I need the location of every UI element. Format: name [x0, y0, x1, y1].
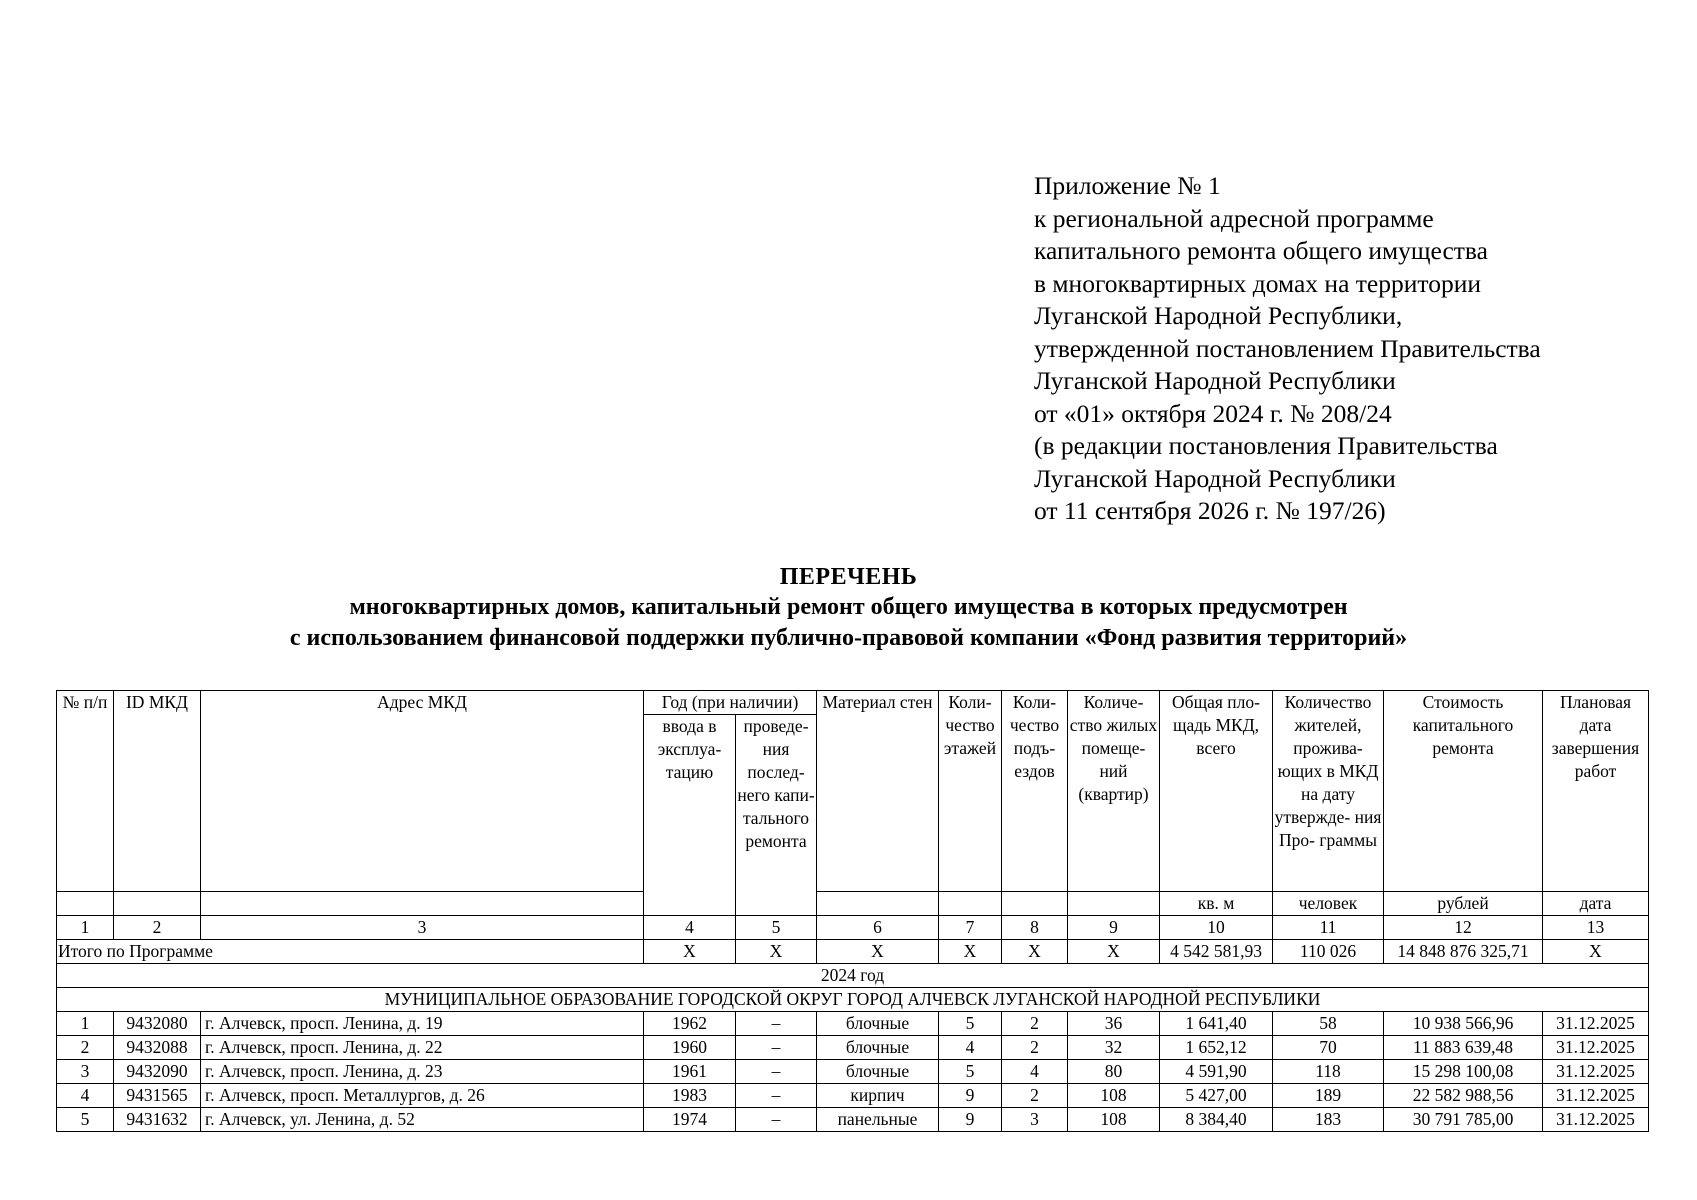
cell-id: 9431565	[114, 1084, 201, 1108]
cell-id: 9432088	[114, 1036, 201, 1060]
cell-last-repair: –	[736, 1060, 817, 1084]
cell-area: 1 641,40	[1160, 1012, 1273, 1036]
column-number: 4	[644, 916, 736, 940]
appendix-line: Приложение № 1	[1034, 171, 1221, 200]
table-row	[57, 1108, 1649, 1132]
cell-address: г. Алчевск, просп. Металлургов, д. 26	[201, 1084, 644, 1108]
cell-cost: 22 582 988,56	[1384, 1084, 1543, 1108]
column-number: 3	[201, 916, 644, 940]
total-x: X	[644, 940, 736, 964]
header-address: Адрес МКД	[201, 691, 644, 892]
cell-year: 1961	[644, 1060, 736, 1084]
cell-cost: 15 298 100,08	[1384, 1060, 1543, 1084]
column-number: 11	[1273, 916, 1384, 940]
cell-last-repair: –	[736, 1012, 817, 1036]
header-year-group: Год (при наличии)	[644, 691, 817, 715]
total-x: X	[1068, 940, 1160, 964]
column-number: 12	[1384, 916, 1543, 940]
column-number-row	[57, 916, 1649, 940]
cell-area: 8 384,40	[1160, 1108, 1273, 1132]
cell-apartments: 108	[1068, 1108, 1160, 1132]
municipality-row	[57, 988, 1649, 1012]
cell-num: 1	[57, 1012, 114, 1036]
header-row-1	[57, 691, 1649, 715]
appendix-line: капитального ремонта общего имущества	[1034, 236, 1488, 265]
cell-floors: 5	[939, 1012, 1002, 1036]
cell-num: 5	[57, 1108, 114, 1132]
cell-date: 31.12.2025	[1543, 1108, 1649, 1132]
cell-entrances: 2	[1002, 1084, 1068, 1108]
title-line-1: многоквартирных домов, капитальный ремонт общего имущества в которых предусмотрен	[349, 594, 1348, 620]
cell-num: 3	[57, 1060, 114, 1084]
unit-residents: человек	[1273, 892, 1384, 916]
cell-material: панельные	[817, 1108, 939, 1132]
cell-date: 31.12.2025	[1543, 1036, 1649, 1060]
cell-address: г. Алчевск, ул. Ленина, д. 52	[201, 1108, 644, 1132]
cell-area: 5 427,00	[1160, 1084, 1273, 1108]
header-num: № п/п	[57, 691, 114, 892]
cell-floors: 5	[939, 1060, 1002, 1084]
cell-floors: 9	[939, 1084, 1002, 1108]
cell-entrances: 3	[1002, 1108, 1068, 1132]
column-number: 9	[1068, 916, 1160, 940]
header-planned-date: Плановая дата завершения работ	[1543, 691, 1649, 892]
total-x: X	[736, 940, 817, 964]
cell-residents: 58	[1273, 1012, 1384, 1036]
header-area: Общая пло- щадь МКД, всего	[1160, 691, 1273, 892]
appendix-note	[1034, 170, 1541, 528]
unit-area: кв. м	[1160, 892, 1273, 916]
total-x: X	[1002, 940, 1068, 964]
year-section-row	[57, 964, 1649, 988]
cell-num: 4	[57, 1084, 114, 1108]
total-row	[57, 940, 1649, 964]
cell-cost: 11 883 639,48	[1384, 1036, 1543, 1060]
cell-residents: 118	[1273, 1060, 1384, 1084]
column-number: 6	[817, 916, 939, 940]
cell-residents: 183	[1273, 1108, 1384, 1132]
cell-id: 9431632	[114, 1108, 201, 1132]
cell-id: 9432080	[114, 1012, 201, 1036]
cell-year: 1960	[644, 1036, 736, 1060]
header-year-last-repair: проведе- ния послед- него капи- тального ремонта	[736, 715, 817, 916]
cell-apartments: 108	[1068, 1084, 1160, 1108]
table-row	[57, 1084, 1649, 1108]
header-floors: Коли- чество этажей	[939, 691, 1002, 892]
cell-date: 31.12.2025	[1543, 1060, 1649, 1084]
appendix-line: (в редакции постановления Правительства	[1034, 431, 1498, 460]
appendix-line: в многоквартирных домах на территории	[1034, 268, 1481, 298]
header-id: ID МКД	[114, 691, 201, 892]
cell-last-repair: –	[736, 1036, 817, 1060]
total-residents: 110 026	[1273, 940, 1384, 964]
table-row	[57, 1060, 1649, 1084]
header-apartments: Количе- ство жилых помеще- ний (квартир)	[1068, 691, 1160, 892]
appendix-line: от «01» октября 2024 г. № 208/24	[1034, 398, 1392, 428]
total-area: 4 542 581,93	[1160, 940, 1273, 964]
title-main: ПЕРЕЧЕНЬ	[779, 564, 918, 590]
header-wall-material: Материал стен	[817, 691, 939, 892]
appendix-line: к региональной адресной программе	[1034, 203, 1434, 233]
header-units-row	[57, 892, 1649, 916]
cell-material: блочные	[817, 1012, 939, 1036]
cell-entrances: 4	[1002, 1060, 1068, 1084]
cell-address: г. Алчевск, просп. Ленина, д. 19	[201, 1012, 644, 1036]
cell-year: 1962	[644, 1012, 736, 1036]
year-section-label: 2024 год	[57, 964, 1649, 988]
cell-area: 4 591,90	[1160, 1060, 1273, 1084]
cell-address: г. Алчевск, просп. Ленина, д. 23	[201, 1060, 644, 1084]
cell-floors: 4	[939, 1036, 1002, 1060]
cell-material: блочные	[817, 1036, 939, 1060]
total-x: X	[1543, 940, 1649, 964]
cell-date: 31.12.2025	[1543, 1012, 1649, 1036]
table-row	[57, 1036, 1649, 1060]
cell-entrances: 2	[1002, 1036, 1068, 1060]
column-number: 10	[1160, 916, 1273, 940]
cell-cost: 10 938 566,96	[1384, 1012, 1543, 1036]
cell-residents: 189	[1273, 1084, 1384, 1108]
total-cost: 14 848 876 325,71	[1384, 940, 1543, 964]
cell-year: 1983	[644, 1084, 736, 1108]
header-year-commission: ввода в эксплуа- тацию	[644, 715, 736, 916]
cell-address: г. Алчевск, просп. Ленина, д. 22	[201, 1036, 644, 1060]
document-title	[0, 562, 1697, 654]
appendix-line: утвержденной постановлением Правительства	[1034, 333, 1541, 363]
title-line-2: с использованием финансовой поддержки публично-правовой компании «Фонд развития территорий»	[289, 625, 1408, 651]
appendix-line: Луганской Народной Республики	[1034, 463, 1396, 493]
column-number: 2	[114, 916, 201, 940]
header-entrances: Коли- чество подъ- ездов	[1002, 691, 1068, 892]
cell-apartments: 36	[1068, 1012, 1160, 1036]
cell-material: блочные	[817, 1060, 939, 1084]
unit-planned-date: дата	[1543, 892, 1649, 916]
cell-residents: 70	[1273, 1036, 1384, 1060]
cell-last-repair: –	[736, 1084, 817, 1108]
cell-apartments: 80	[1068, 1060, 1160, 1084]
cell-date: 31.12.2025	[1543, 1084, 1649, 1108]
cell-apartments: 32	[1068, 1036, 1160, 1060]
column-number: 7	[939, 916, 1002, 940]
cell-id: 9432090	[114, 1060, 201, 1084]
cell-last-repair: –	[736, 1108, 817, 1132]
cell-cost: 30 791 785,00	[1384, 1108, 1543, 1132]
registry-table	[56, 690, 1649, 1132]
total-x: X	[817, 940, 939, 964]
appendix-line: Луганской Народной Республики,	[1034, 301, 1403, 330]
cell-floors: 9	[939, 1108, 1002, 1132]
cell-year: 1974	[644, 1108, 736, 1132]
table-row	[57, 1012, 1649, 1036]
cell-material: кирпич	[817, 1084, 939, 1108]
total-label: Итого по Программе	[57, 940, 644, 964]
cell-entrances: 2	[1002, 1012, 1068, 1036]
municipality-label: МУНИЦИПАЛЬНОЕ ОБРАЗОВАНИЕ ГОРОДСКОЙ ОКРУГ ГОРОД АЛЧЕВСК ЛУГАНСКОЙ НАРОДНОЙ РЕСПУБЛИКИ	[57, 988, 1649, 1012]
unit-cost: рублей	[1384, 892, 1543, 916]
cell-area: 1 652,12	[1160, 1036, 1273, 1060]
column-number: 1	[57, 916, 114, 940]
total-x: X	[939, 940, 1002, 964]
column-number: 13	[1543, 916, 1649, 940]
column-number: 5	[736, 916, 817, 940]
cell-num: 2	[57, 1036, 114, 1060]
header-cost: Стоимость капитального ремонта	[1384, 691, 1543, 892]
appendix-line: Луганской Народной Республики	[1034, 366, 1396, 395]
header-residents: Количество жителей, прожива- ющих в МКД на дату утвержде- ния Про- граммы	[1273, 691, 1384, 892]
column-number: 8	[1002, 916, 1068, 940]
appendix-line: от 11 сентября 2026 г. № 197/26)	[1034, 496, 1386, 525]
